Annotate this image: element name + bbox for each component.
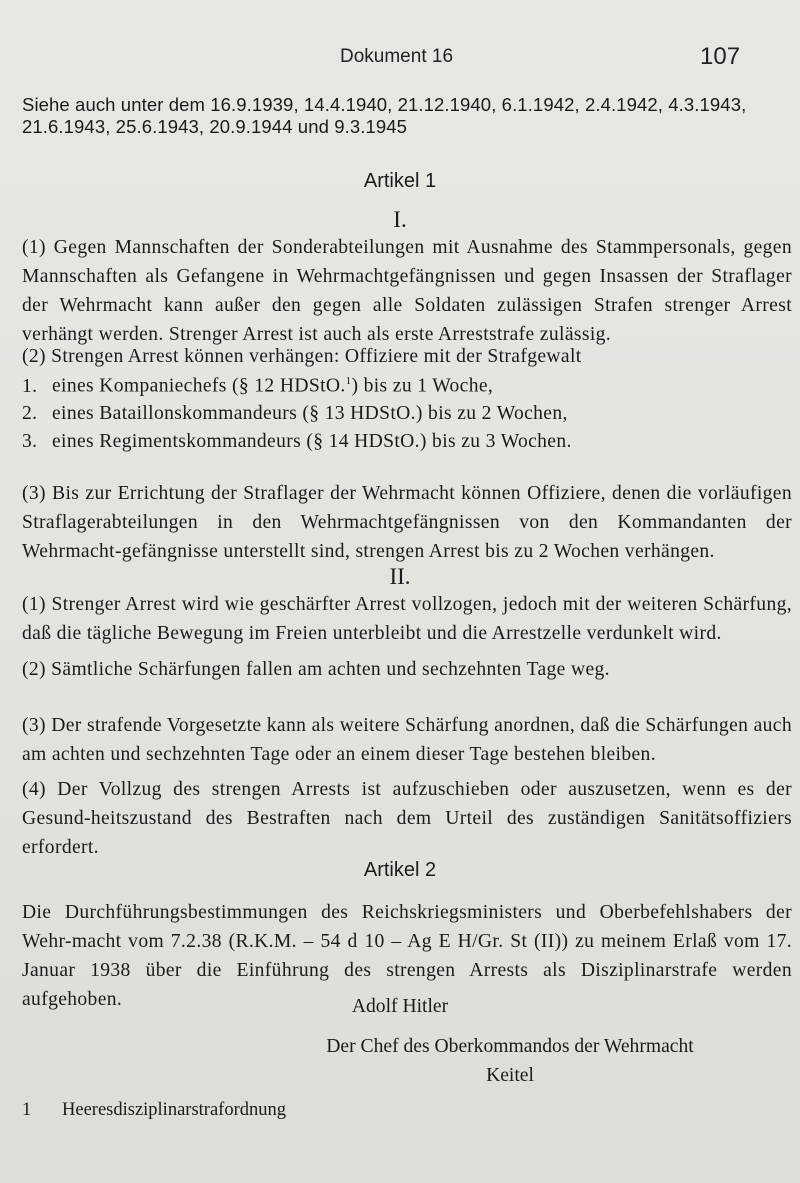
list-item-text-end: ) bis zu 1 Woche, [351, 375, 494, 397]
list-item-number: 1. [22, 375, 38, 397]
section-1-numeral: I. [393, 207, 407, 232]
list-item-number: 3. [22, 431, 38, 452]
section-2-numeral: II. [389, 564, 411, 589]
section-2-paragraph-1: (1) Strenger Arrest wird wie geschärfter Arrest vollzogen, jedoch mit der weiteren Schärfung, daß die tägliche Bewegung im Freien unterbleibt und die Arrestzelle verdunkelt wird. [22, 594, 792, 644]
section-2-paragraph-2: (2) Sämtliche Schärfungen fallen am achten und sechzehnten Tage weg. [22, 659, 610, 680]
see-also-note: Siehe auch unter dem 16.9.1939, 14.4.1940, 21.12.1940, 6.1.1942, 2.4.1942, 4.3.1943, 21.6.1943, 25.6.1943, 20.9.1944 und 9.3.1945 [22, 94, 747, 137]
section-1-paragraph-1: (1) Gegen Mannschaften der Sonderabteilungen mit Ausnahme des Stammpersonals, gegen Mannschaften als Gefangene in Wehrmachtgefängnissen und gegen Insassen der Straflager der Wehrmacht kann außer den gegen alle Soldaten zulässigen Strafen strenger Arrest verhängt werden. Strenger Arrest ist auch als erste Arreststrafe zulässig. [22, 237, 792, 345]
footnote-number: 1 [22, 1100, 32, 1120]
article-1-heading: Artikel 1 [363, 170, 437, 192]
signature-title: Der Chef des Oberkommandos der Wehrmacht [326, 1036, 694, 1057]
section-2-paragraph-4: (4) Der Vollzug des strengen Arrests ist aufzuschieben oder auszusetzen, wenn es der Gesund-heitszustand des Bestraften nach dem Urteil des zuständigen Sanitätsoffiziers erfordert. [22, 779, 792, 858]
list-item [22, 403, 792, 425]
section-2-paragraph-3: (3) Der strafende Vorgesetzte kann als weitere Schärfung anordnen, daß die Schärfungen auch am achten und sechzehnten Tage oder an einem dieser Tage bestehen bleiben. [22, 715, 792, 765]
list-item [22, 431, 792, 453]
list-item-text: eines Regimentskommandeurs (§ 14 HDStO.) bis zu 3 Wochen. [52, 431, 572, 452]
section-1-paragraph-3: (3) Bis zur Errichtung der Straflager der Wehrmacht können Offiziere, denen die vorläufigen Straflagerabteilungen in den Wehrmachtgefängnissen von den Kommandanten der Wehrmacht-gefängnisse unterstellt sind, strengen Arrest bis zu 2 Wochen verhängen. [22, 483, 792, 562]
signature-hitler: Adolf Hitler [351, 996, 449, 1017]
list-item-text: eines Kompaniechefs (§ 12 HDStO. [52, 375, 346, 397]
article-2-paragraph: Die Durchführungsbestimmungen des Reichskriegsministers und Oberbefehlshabers der Wehr-macht vom 7.2.38 (R.K.M. – 54 d 10 – Ag E H/Gr. St (II)) zu meinem Erlaß vom 17. Januar 1938 über die Einführung des strengen Arrests als Disziplinarstrafe werden aufgehoben. [22, 902, 792, 1010]
footnote-marker: 1 [345, 375, 352, 387]
footnote [22, 1100, 286, 1121]
section-1-paragraph-2-intro: (2) Strengen Arrest können verhängen: Offiziere mit der Strafgewalt [22, 346, 582, 367]
page-number: 107 [700, 43, 741, 70]
list-item-number: 2. [22, 403, 38, 424]
list-item-text: eines Bataillonskommandeurs (§ 13 HDStO.) bis zu 2 Wochen, [52, 403, 568, 424]
article-2-heading: Artikel 2 [363, 859, 437, 881]
signature-keitel: Keitel [486, 1065, 534, 1086]
list-item [22, 375, 792, 398]
document-label: Dokument 16 [340, 46, 454, 67]
footnote-text: Heeresdisziplinarstrafordnung [62, 1100, 286, 1120]
